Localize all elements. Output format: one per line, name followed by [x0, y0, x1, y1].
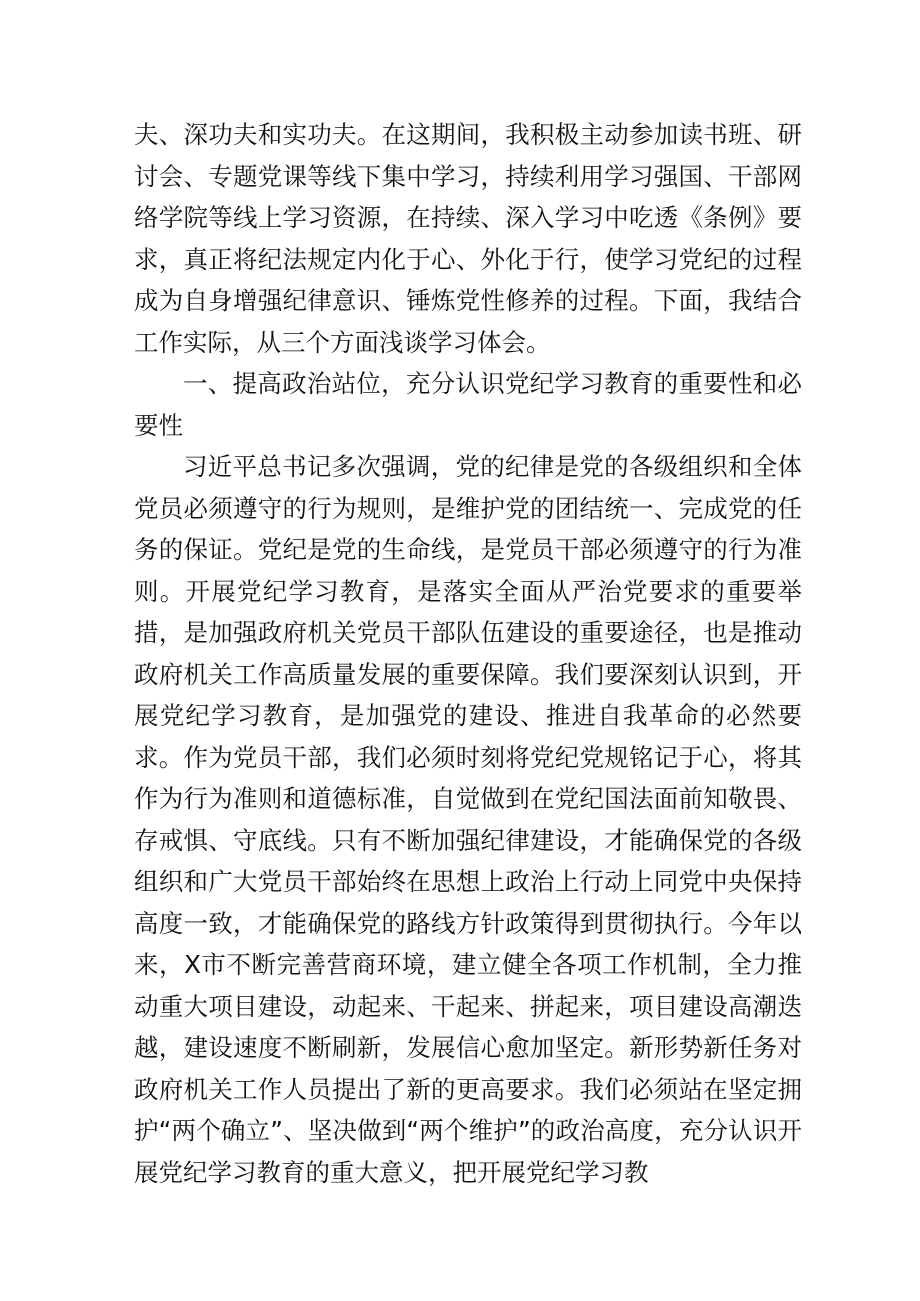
paragraph-body: 习近平总书记多次强调，党的纪律是党的各级组织和全体党员必须遵守的行为规则，是维护党的团结统一、完成党的任务的保证。党纪是党的生命线，是党员干部必须遵守的行为准则。开展党纪学习教育，是落实全面从严治党要求的重要举措，是加强政府机关党员干部队伍建设的重要途径，也是推动政府机关工作高质量发展的重要保障。我们要深刻认识到，开展党纪学习教育，是加强党的建设、推进自我革命的必然要求。作为党员干部，我们必须时刻将党纪党规铭记于心，将其作为行为准则和道德标准，自觉做到在党纪国法面前知敬畏、存戒惧、守底线。只有不断加强纪律建设，才能确保党的各级组织和广大党员干部始终在思想上政治上行动上同党中央保持高度一致，才能确保党的路线方针政策得到贯彻执行。今年以来，X市不断完善营商环境，建立健全各项工作机制，全力推动重大项目建设，动起来、干起来、拼起来，项目建设高潮迭越，建设速度不断刷新，发展信心愈加坚定。新形势新任务对政府机关工作人员提出了新的更高要求。我们必须站在坚定拥护“两个确立”、坚决做到“两个维护”的政治高度，充分认识开展党纪学习教育的重大意义，把开展党纪学习教: [134, 452, 802, 1187]
section-heading-1: 一、提高政治站位，充分认识党纪学习教育的重要性和必要性: [134, 369, 802, 440]
document-body: [134, 114, 802, 1193]
paragraph-continuation: 夫、深功夫和实功夫。在这期间，我积极主动参加读书班、研讨会、专题党课等线下集中学习，持续利用学习强国、干部网络学院等线上学习资源，在持续、深入学习中吃透《条例》要求，真正将纪法规定内化于心、外化于行，使学习党纪的过程成为自身增强纪律意识、锤炼党性修养的过程。下面，我结合工作实际，从三个方面浅谈学习体会。: [134, 120, 802, 357]
